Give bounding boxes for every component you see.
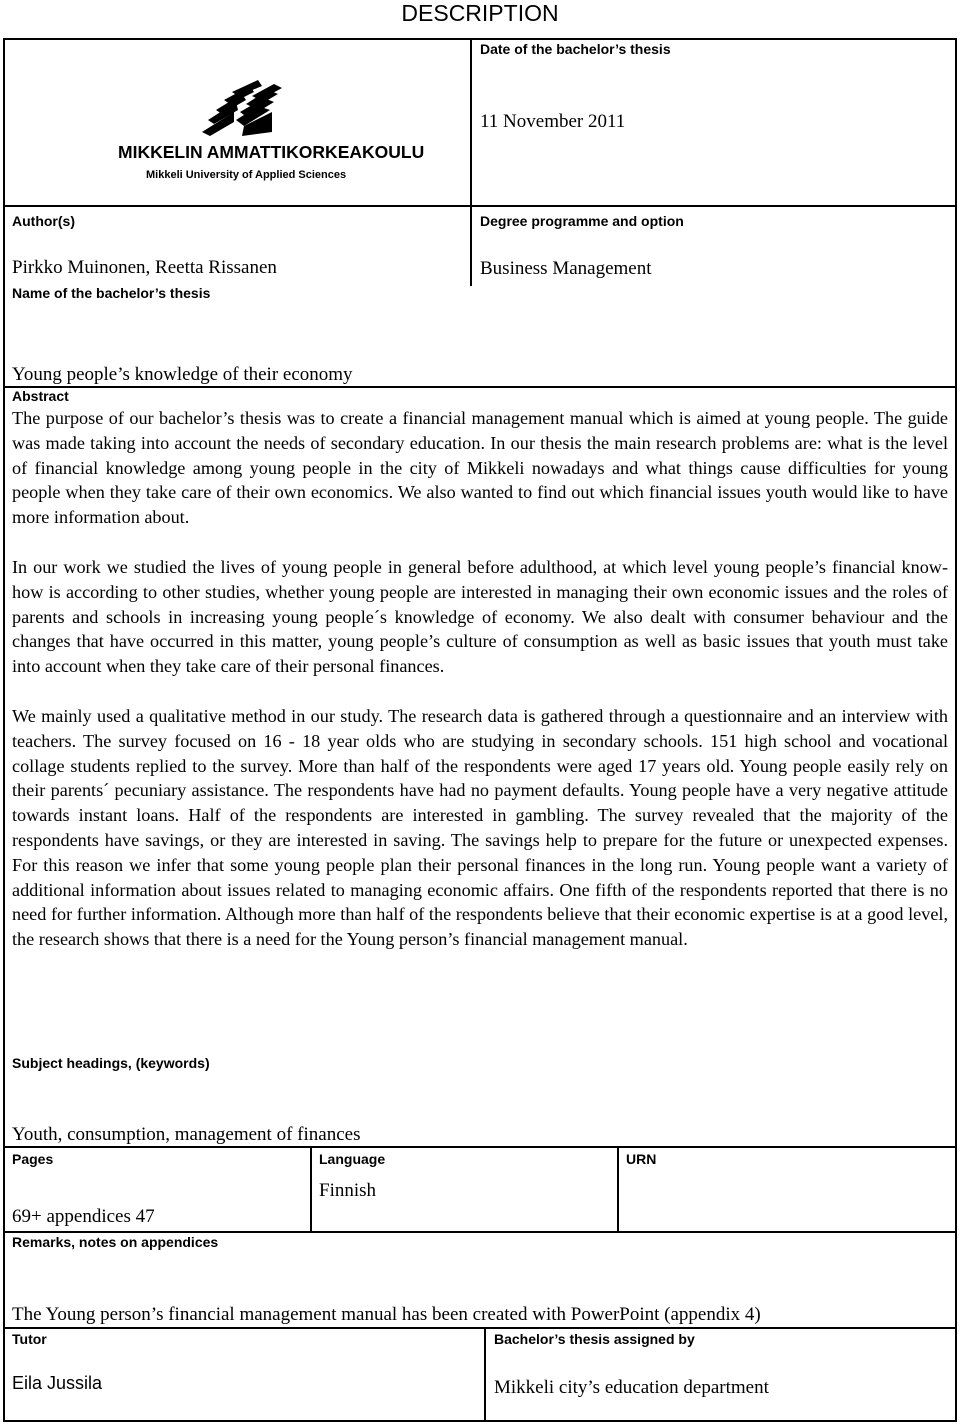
thesis-name-label: Name of the bachelor’s thesis [12,285,211,301]
assigned-by-value: Mikkeli city’s education department [494,1377,769,1398]
date-value: 11 November 2011 [480,111,626,132]
divider [3,1146,957,1148]
pages-value: 69+ appendices 47 [12,1206,155,1227]
abstract-paragraph: In our work we studied the lives of young people in general before adulthood, at which level young people’s financial know-how is according to other studies, whether young people are interested in managing their own economic issues and the roles of parents and schools in increasing young people´s knowledge of economy. We also dealt with consumer behaviour and the changes that have occurred in this matter, young people’s culture of consumption as well as basic issues that youth must take into account when they take care of their personal finances. [12,556,948,677]
divider [484,1327,486,1422]
author-value: Pirkko Muinonen, Reetta Rissanen [12,257,277,278]
svg-text:Mikkeli University of Applied: Mikkeli University of Applied Sciences [146,169,347,181]
page-title: DESCRIPTION [401,0,559,26]
urn-label: URN [626,1151,657,1167]
divider [617,1146,619,1232]
divider [3,1231,957,1233]
assigned-by-label: Bachelor’s thesis assigned by [494,1331,695,1347]
date-label: Date of the bachelor’s thesis [480,41,671,57]
divider [3,1327,957,1329]
language-value: Finnish [319,1180,377,1201]
remarks-value: The Young person’s financial management manual has been created with PowerPoint (appendix 4) [12,1304,761,1325]
keywords-value: Youth, consumption, management of finances [12,1124,361,1145]
thesis-name-value: Young people’s knowledge of their economy [12,364,353,385]
degree-label: Degree programme and option [480,213,684,229]
degree-value: Business Management [480,258,652,279]
remarks-label: Remarks, notes on appendices [12,1234,219,1250]
tutor-value: Eila Jussila [12,1373,103,1393]
university-logo [118,76,425,184]
divider [470,38,472,286]
keywords-label: Subject headings, (keywords) [12,1055,210,1071]
author-label: Author(s) [12,213,75,229]
divider [310,1146,312,1232]
divider [3,386,957,388]
language-label: Language [319,1151,386,1167]
abstract-paragraph: We mainly used a qualitative method in our study. The research data is gathered through a questionnaire and an interview with teachers. The survey focused on 16 - 18 year olds who are studying in secondary schools. 151 high school and vocational collage students replied to the survey. More than half of the respondents were aged 17 years old. Young people easily rely on their parents´ pecuniary assistance. The respondents have had no payment defaults. Young people have a very negative attitude towards instant loans. Half of the respondents are interested in gambling. The survey revealed that the majority of the respondents have savings, or they are interested in saving. The savings help to prepare for the future or unexpected expenses. For this reason we infer that some young people plan their personal finances in the long run. Young people want a variety of additional information about issues related to managing economic affairs. One fifth of the respondents reported that there is no need for further information. Although more than half of the respondents believe that their economic expertise is at a good level, the research shows that there is a need for the Young person’s financial management manual. [12,705,948,950]
book-emblem-icon [118,76,425,184]
abstract-text [12,406,948,952]
abstract-paragraph: The purpose of our bachelor’s thesis was to create a financial management manual which is aimed at young people. The guide was made taking into account the needs of secondary education. In our thesis the main research problems are: what is the level of financial knowledge among young people in the city of Mikkeli nowadays and what things cause difficulties for young people when they take care of their own economics. We also wanted to find out which financial issues youth would like to have more information about. [12,408,948,528]
pages-label: Pages [12,1151,54,1167]
tutor-label: Tutor [12,1331,47,1347]
abstract-label: Abstract [12,388,69,404]
svg-text:MIKKELIN AMMATTIKORKEAKOULU: MIKKELIN AMMATTIKORKEAKOULU [118,142,425,162]
divider [3,205,957,207]
